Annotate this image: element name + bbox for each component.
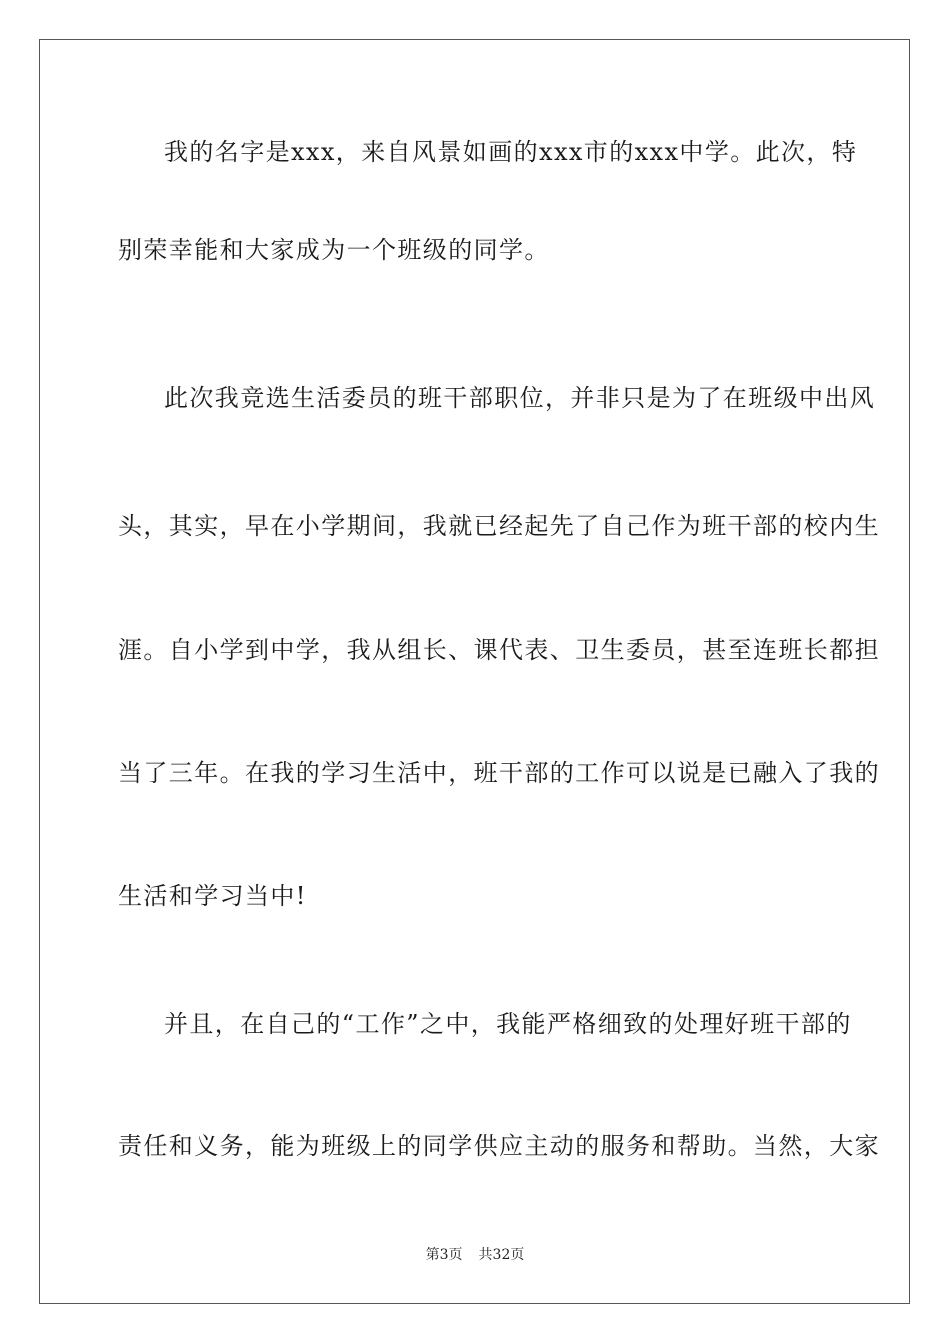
paragraph-2-line-4: 当了三年。在我的学习生活中，班干部的工作可以说是已融入了我的 xyxy=(118,759,880,787)
page-border xyxy=(39,39,910,1304)
page-footer xyxy=(0,1246,950,1264)
paragraph-2-line-5: 生活和学习当中! xyxy=(118,882,307,910)
paragraph-3-line-1: 并且，在自己的“工作”之中，我能严格细致的处理好班干部的 xyxy=(164,1010,852,1038)
paragraph-2-line-1: 此次我竞选生活委员的班干部职位，并非只是为了在班级中出风 xyxy=(164,384,876,412)
paragraph-3-line-2: 责任和义务，能为班级上的同学供应主动的服务和帮助。当然，大家 xyxy=(118,1132,880,1160)
paragraph-1-line-2: 别荣幸能和大家成为一个班级的同学。 xyxy=(118,236,550,264)
page-number: 第3页 xyxy=(425,1247,463,1263)
paragraph-2-line-2: 头，其实，早在小学期间，我就已经起先了自己作为班干部的校内生 xyxy=(118,512,880,540)
paragraph-1-line-1: 我的名字是xxx，来自风景如画的xxx市的xxx中学。此次，特 xyxy=(164,138,858,166)
page-total: 共32页 xyxy=(478,1247,525,1263)
paragraph-2-line-3: 涯。自小学到中学，我从组长、课代表、卫生委员，甚至连班长都担 xyxy=(118,636,880,664)
